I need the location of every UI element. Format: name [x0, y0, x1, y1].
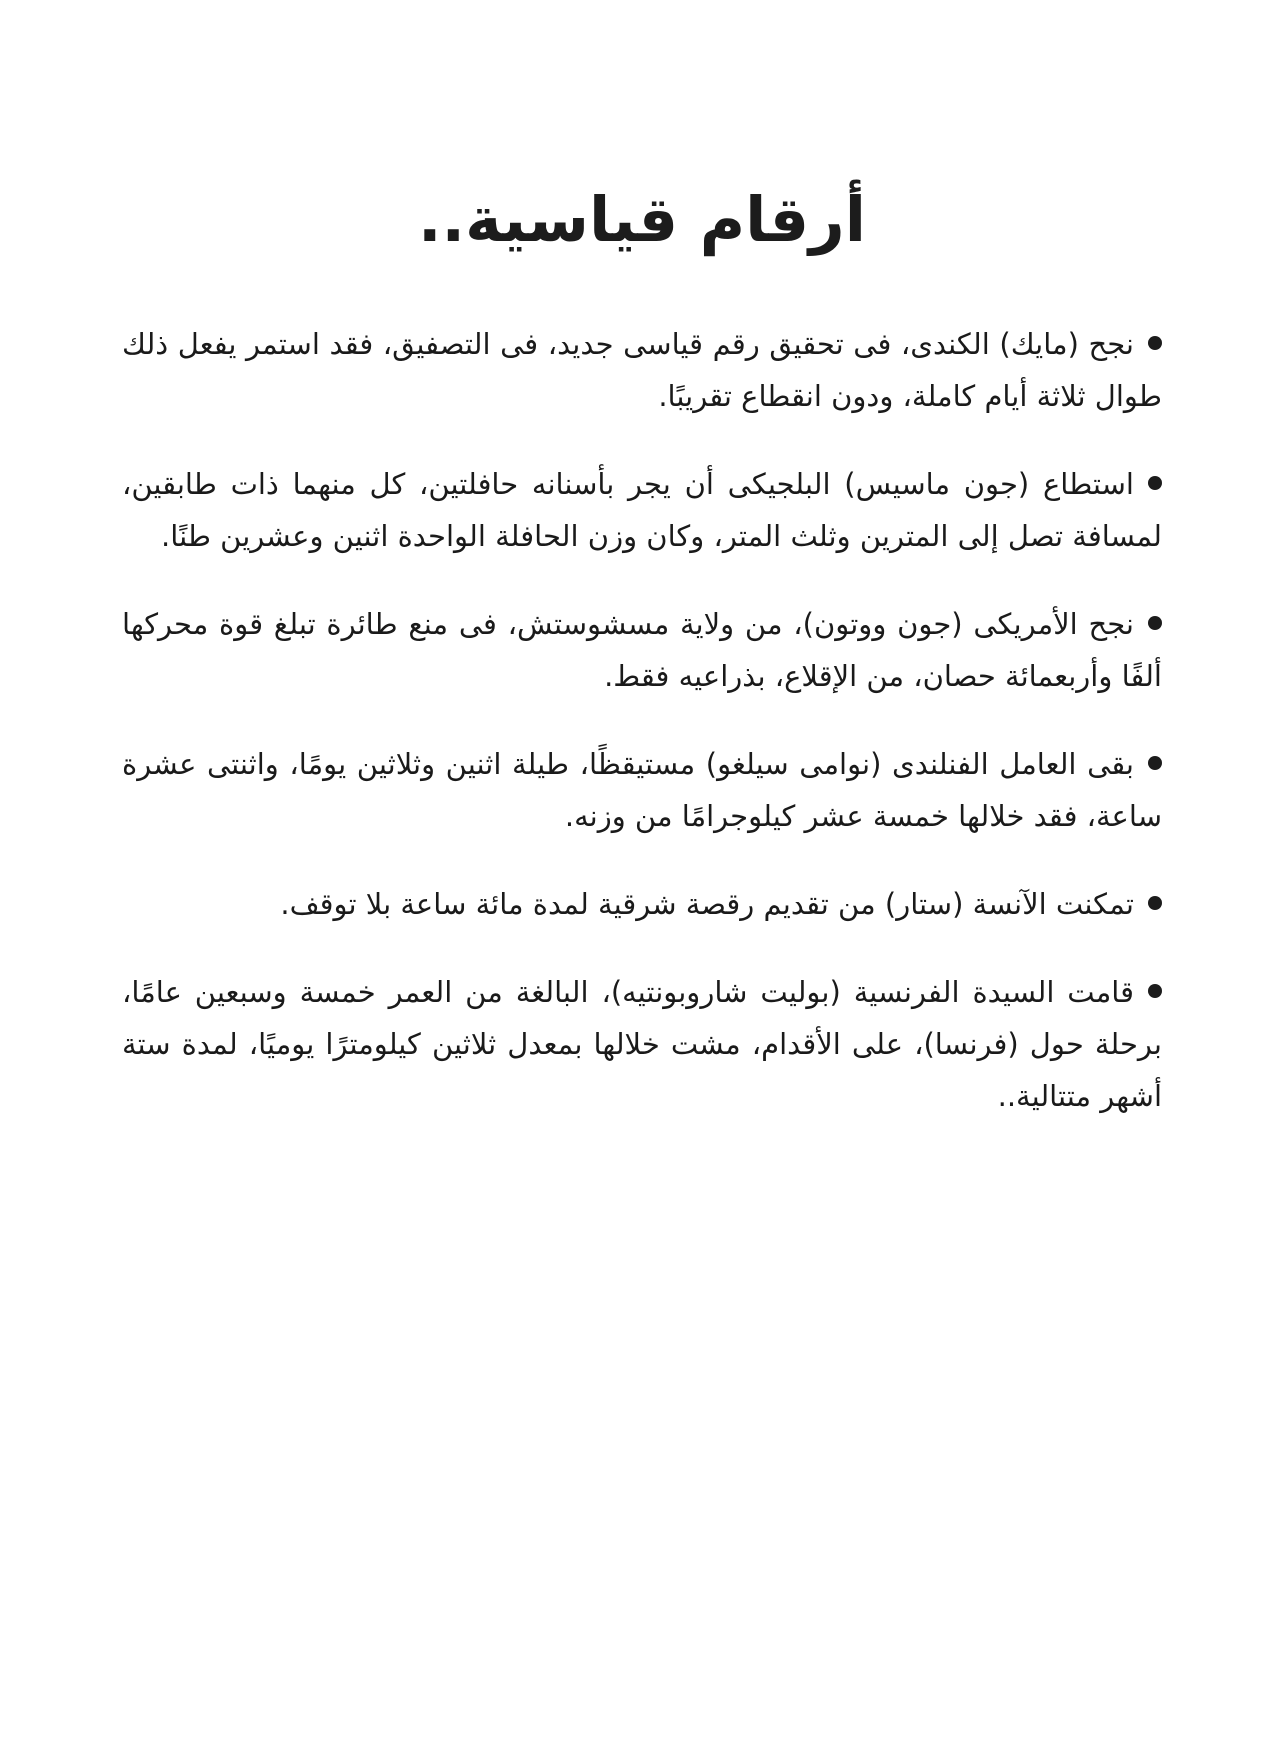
document-page: [122, 0, 1162, 1761]
bullet-icon: [1148, 336, 1162, 350]
bullet-icon: [1148, 896, 1162, 910]
bullet-icon: [1148, 756, 1162, 770]
bullet-icon: [1148, 984, 1162, 998]
list-item-text: بقى العامل الفنلندى (نوامى سيلغو) مستيقظًا، طيلة اثنين وثلاثين يومًا، واثنتى عشرة ساعة، فقد خلالها خمسة عشر كيلوجرامًا من وزنه.: [122, 747, 1162, 833]
list-item-text: استطاع (جون ماسيس) البلجيكى أن يجر بأسنانه حافلتين، كل منهما ذات طابقين، لمسافة تصل إلى المترين وثلث المتر، وكان وزن الحافلة الواحدة اثنين وعشرين طنًا.: [122, 467, 1162, 553]
list-item: [122, 318, 1162, 422]
list-item: [122, 966, 1162, 1122]
list-item: [122, 878, 1162, 930]
list-item: [122, 458, 1162, 562]
list-item: [122, 598, 1162, 702]
records-list: [122, 318, 1162, 1158]
bullet-icon: [1148, 616, 1162, 630]
bullet-icon: [1148, 476, 1162, 490]
list-item-text: قامت السيدة الفرنسية (بوليت شاروبونتيه)، البالغة من العمر خمسة وسبعين عامًا، برحلة حول (فرنسا)، على الأقدام، مشت خلالها بمعدل ثلاثين كيلومترًا يوميًا، لمدة ستة أشهر متتالية..: [122, 975, 1162, 1113]
list-item: [122, 738, 1162, 842]
list-item-text: نجح (مايك) الكندى، فى تحقيق رقم قياسى جديد، فى التصفيق، فقد استمر يفعل ذلك طوال ثلاثة أيام كاملة، ودون انقطاع تقريبًا.: [122, 327, 1162, 413]
list-item-text: تمكنت الآنسة (ستار) من تقديم رقصة شرقية لمدة مائة ساعة بلا توقف.: [280, 887, 1134, 921]
list-item-text: نجح الأمريكى (جون ووتون)، من ولاية مسشوستش، فى منع طائرة تبلغ قوة محركها ألفًا وأربعمائة حصان، من الإقلاع، بذراعيه فقط.: [122, 607, 1162, 693]
page-title: أرقام قياسية..: [417, 183, 867, 256]
